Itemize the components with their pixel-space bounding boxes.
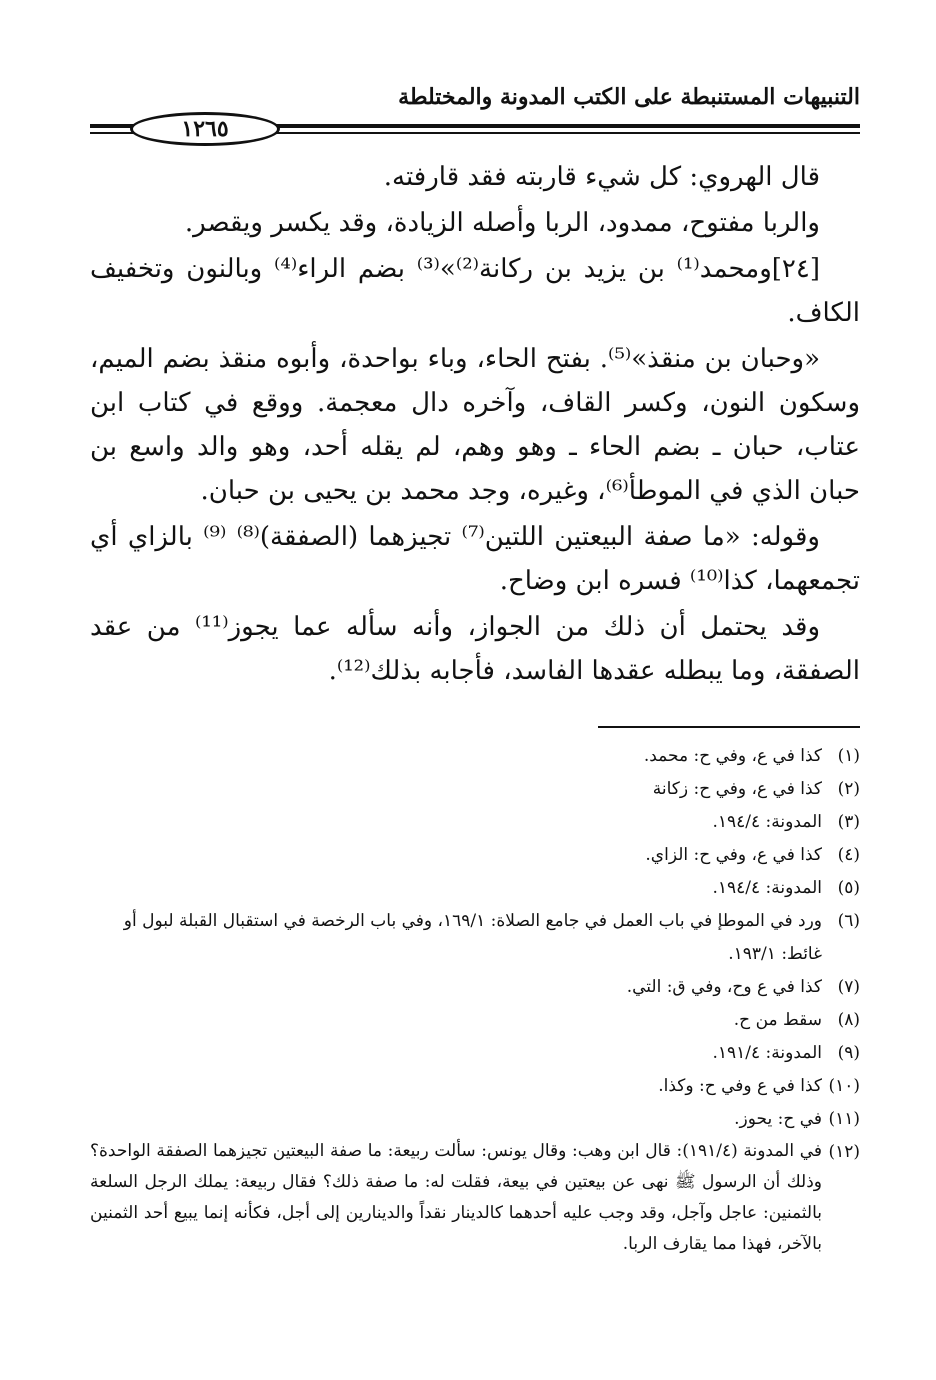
footnote <box>90 872 860 905</box>
footnote <box>90 773 860 806</box>
paragraph: والربا مفتوح، ممدود، الربا وأصله الزيادة، وقد يكسر ويقصر. <box>184 208 820 238</box>
footnote-text: المدونة: ١٩٤/٤. <box>712 812 822 832</box>
paragraph: وقد يحتمل أن ذلك من الجواز، وأنه سأله عما يجوز⁽¹¹⁾ من عقد الصفقة، وما يبطله عقدها الفاسد، فأجابه بذلك⁽¹²⁾. <box>90 612 860 686</box>
footnote <box>90 905 860 971</box>
footnote-number: (٣) <box>837 812 860 832</box>
footnote <box>90 1103 860 1136</box>
footnote <box>90 1037 860 1070</box>
footnote-text: ورد في الموطإ في باب العمل في جامع الصلاة: ١٦٩/١، وفي باب الرخصة في استقبال القبلة لبول أو غائط: ١٩٣/١. <box>123 911 822 964</box>
footnote <box>90 839 860 872</box>
footnote-text: في المدونة (١٩١/٤): قال ابن وهب: وقال يونس: سألت ربيعة: ما صفة البيعتين تجيزهما الصفقة الواحدة؟ وذلك أن الرسول ﷺ نهى عن بيعتين في بيعة، فقلت له: ما صفة ذلك؟ فقال ربيعة: يملك الرجل السلعة بالثمنين: عاجل وآجل، وقد وجب عليه أحدهما كالدينار نقداً والدينارين إلى أجل، فكأنه إنما يبيع أحد الثمنين بالآخر، فهذا مما يقارف الربا. <box>90 1141 822 1254</box>
footnote-number: (١) <box>837 746 860 766</box>
footnote-number: (٢) <box>837 779 860 799</box>
footnote-number: (٧) <box>837 977 860 997</box>
footnote <box>90 1070 860 1103</box>
page-number: ١٢٦٥ <box>181 116 229 142</box>
footnote-number: (٩) <box>837 1043 860 1063</box>
footnote-text: في ح: يحوز. <box>734 1109 822 1129</box>
footnote <box>90 1136 860 1260</box>
footnote <box>90 740 860 773</box>
footnote-text: كذا في ع، وفي ح: زكانة <box>652 779 822 799</box>
footnote <box>90 1004 860 1037</box>
footnote-text: سقط من ح. <box>733 1010 822 1030</box>
footnote-text: كذا في ع، وفي ح: الزاي. <box>645 845 822 865</box>
footnote-text: كذا في ع وفي ح: وكذا. <box>658 1076 822 1096</box>
main-text <box>90 155 860 695</box>
footnote <box>90 806 860 839</box>
footnote-text: كذا في ع وح، وفي ق: التي. <box>626 977 822 997</box>
paragraph: قال الهروي: كل شيء قاربته فقد قارفته. <box>383 162 820 192</box>
footnote-text: المدونة: ١٩٤/٤. <box>712 878 822 898</box>
footnote-number: (١٠) <box>828 1076 860 1096</box>
footnote-text: المدونة: ١٩١/٤. <box>712 1043 822 1063</box>
footnote-number: (١١) <box>828 1109 860 1129</box>
footnotes <box>90 740 860 1260</box>
paragraph: وقوله: «ما صفة البيعتين اللتين⁽⁷⁾ تجيزهما (الصفقة)⁽⁸⁾ ⁽⁹⁾ بالزاي أي تجمعهما، كذا⁽¹⁰⁾ فسره ابن وضاح. <box>90 522 860 596</box>
footnote-number: (٤) <box>837 845 860 865</box>
footnote-text: كذا في ع، وفي ح: محمد. <box>643 746 822 766</box>
paragraph: «وحبان بن منقذ»⁽⁵⁾. بفتح الحاء، وباء بواحدة، وأبوه منقذ بضم الميم، وسكون النون، وكسر القاف، وآخره دال معجمة. ووقع في كتاب ابن عتاب، حبان ـ بضم الحاء ـ وهو وهم، لم يقله أحد، وهو والد واسع بن حبان الذي في الموطأ⁽⁶⁾، وغيره، وجد محمد بن يحيى بن حبان. <box>90 344 860 506</box>
paragraph: [٢٤]ومحمد⁽¹⁾ بن يزيد بن ركانة⁽²⁾»⁽³⁾ بضم الراء⁽⁴⁾ وبالنون وتخفيف الكاف. <box>90 254 860 328</box>
footnote-number: (٨) <box>837 1010 860 1030</box>
footnote-number: (١٢) <box>828 1142 860 1162</box>
footnote-number: (٦) <box>837 911 860 931</box>
footnote-number: (٥) <box>837 878 860 898</box>
page-number-badge <box>130 112 280 146</box>
page-header <box>90 84 860 144</box>
footnote <box>90 971 860 1004</box>
footnote-separator <box>598 726 860 728</box>
running-title: التنبيهات المستنبطة على الكتب المدونة والمختلطة <box>398 84 860 110</box>
